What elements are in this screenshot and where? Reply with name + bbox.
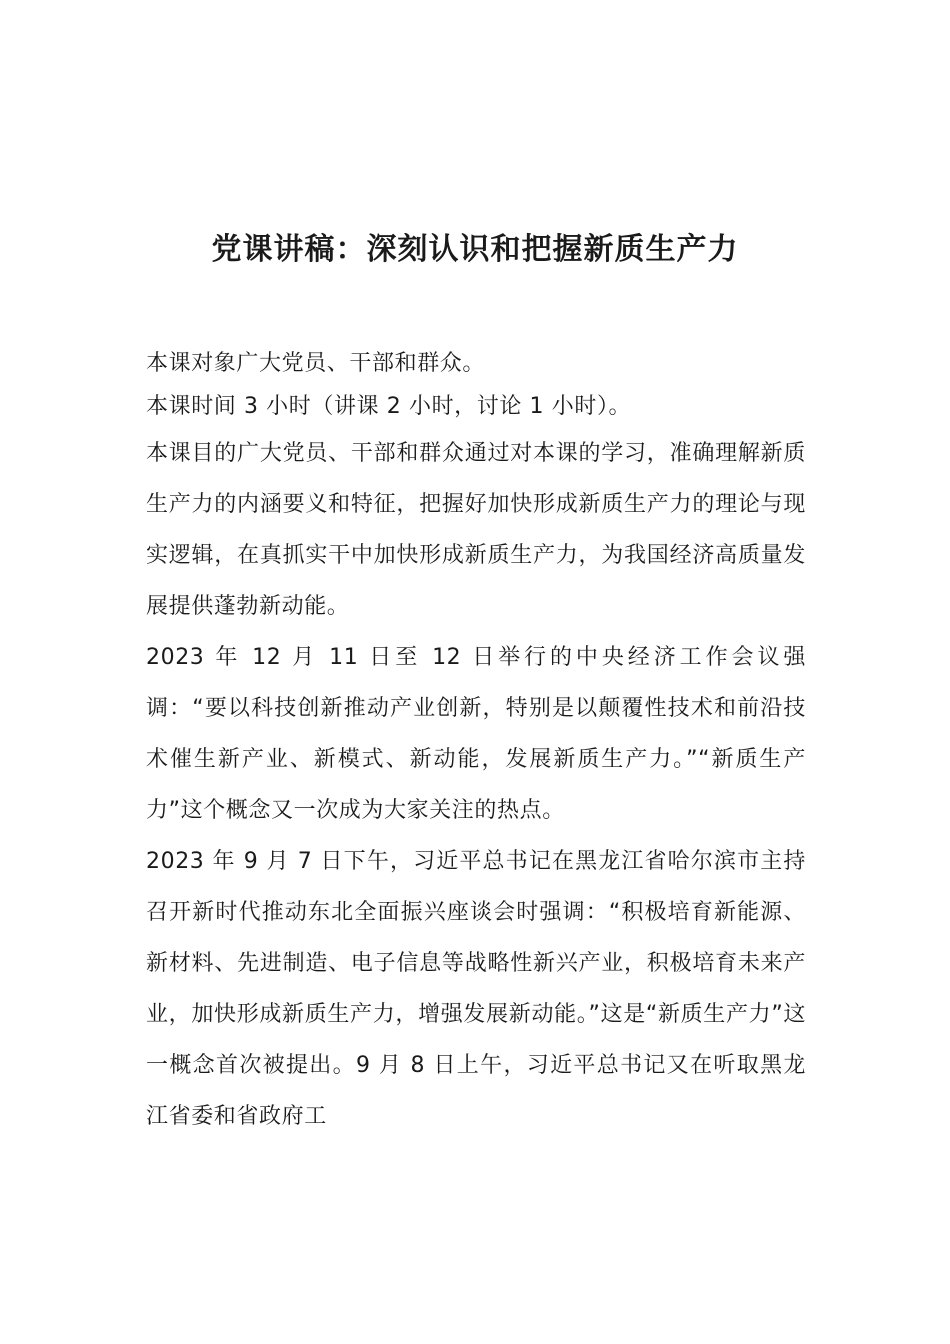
paragraph-first-mention: 2023 年 9 月 7 日下午，习近平总书记在黑龙江省哈尔滨市主持召开新时代推动东北全面振兴座谈会时强调：“积极培育新能源、新材料、先进制造、电子信息等战略性新兴产业，积极培育未来产业，加快形成新质生产力，增强发展新动能。”这是“新质生产力”这一概念首次被提出。9 月 8 日上午，习近平总书记又在听取黑龙江省委和省政府工 xyxy=(146,849,806,1129)
paragraph-economic-conference: 2023 年 12 月 11 日至 12 日举行的中央经济工作会议强调：“要以科技创新推动产业创新，特别是以颠覆性技术和前沿技术催生新产业、新模式、新动能，发展新质生产力。”“新质生产力”这个概念又一次成为大家关注的热点。 xyxy=(146,645,806,823)
paragraph-duration: 本课时间 3 小时（讲课 2 小时，讨论 1 小时）。 xyxy=(146,394,632,419)
document-body xyxy=(146,338,806,1142)
paragraph-audience: 本课对象广大党员、干部和群众。 xyxy=(146,351,486,376)
document-title: 党课讲稿：深刻认识和把握新质生产力 xyxy=(211,232,739,268)
paragraph-purpose: 本课目的广大党员、干部和群众通过对本课的学习，准确理解新质生产力的内涵要义和特征，把握好加快形成新质生产力的理论与现实逻辑，在真抓实干中加快形成新质生产力，为我国经济高质量发展提供蓬勃新动能。 xyxy=(146,441,806,619)
